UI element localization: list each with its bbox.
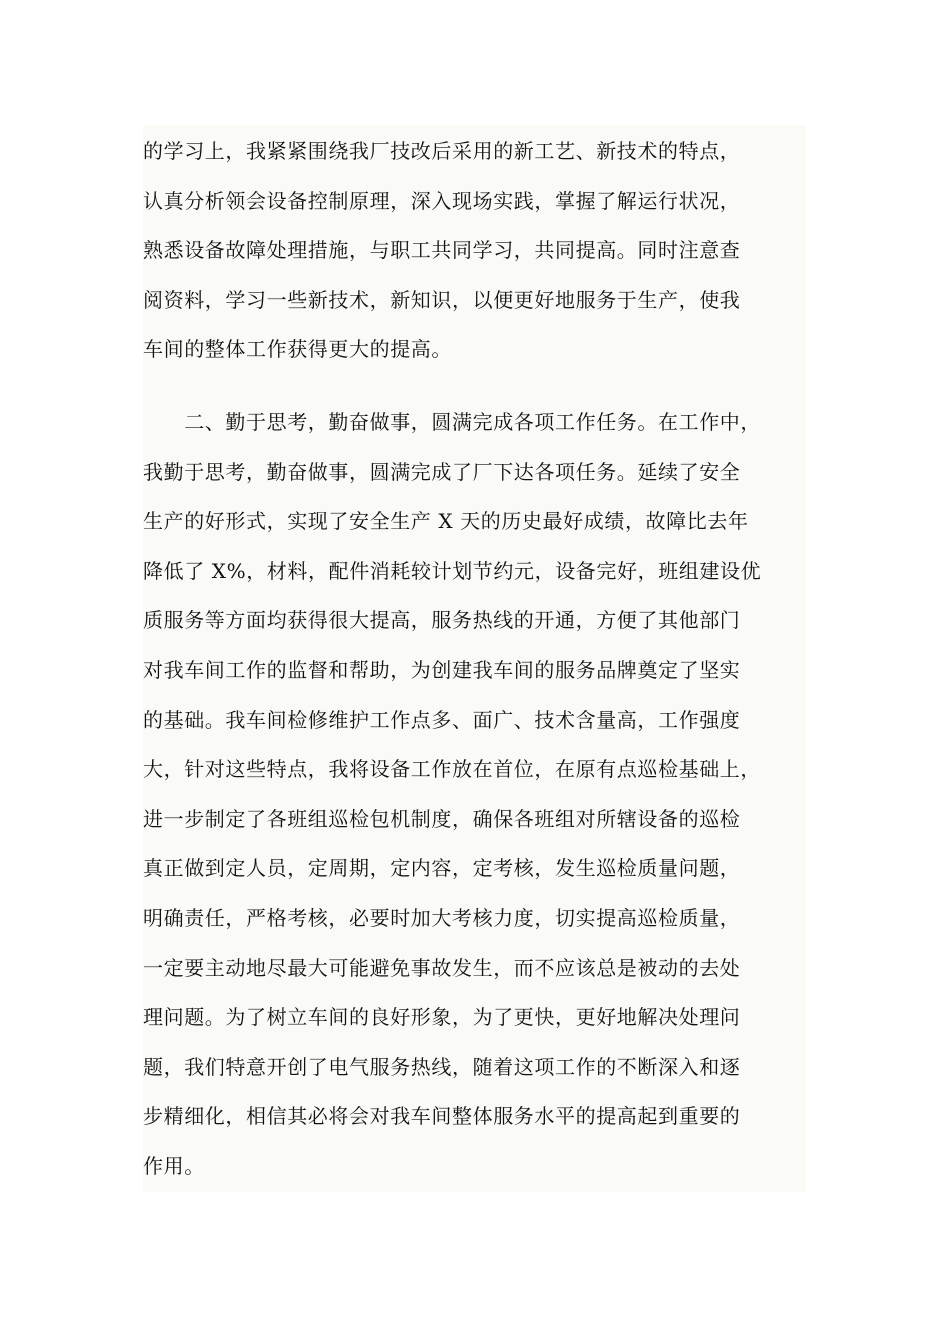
paragraph-line: 大，针对这些特点，我将设备工作放在首位，在原有点巡检基础上，: [143, 757, 761, 782]
paragraph-2: [143, 398, 761, 1192]
paragraph-line: 对我车间工作的监督和帮助，为创建我车间的服务品牌奠定了坚实: [143, 657, 741, 682]
paragraph-line: 阅资料，学习一些新技术，新知识，以便更好地服务于生产，使我: [143, 287, 741, 312]
paragraph-line: 步精细化，相信其必将会对我车间整体服务水平的提高起到重要的: [143, 1104, 741, 1129]
paragraph-line: 认真分析领会设备控制原理，深入现场实践，掌握了解运行状况，: [143, 188, 741, 213]
paragraph-line: 车间的整体工作获得更大的提高。: [143, 337, 452, 362]
paragraph-line: 理问题。为了树立车间的良好形象，为了更快，更好地解决处理问: [143, 1005, 741, 1030]
paragraph-line: 明确责任，严格考核，必要时加大考核力度，切实提高巡检质量，: [143, 905, 741, 930]
paragraph-line: 质服务等方面均获得很大提高，服务热线的开通，方便了其他部门: [143, 608, 741, 633]
paragraph-line: 作用。: [143, 1153, 205, 1178]
paragraph-line: 一定要主动地尽最大可能避免事故发生，而不应该总是被动的去处: [143, 955, 741, 980]
paragraph-line: 生产的好形式，实现了安全生产 X 天的历史最好成绩，故障比去年: [143, 509, 749, 534]
paragraph-line: 的基础。我车间检修维护工作点多、面广、技术含量高，工作强度: [143, 707, 741, 732]
paragraph-line: 我勤于思考，勤奋做事，圆满完成了厂下达各项任务。延续了安全: [143, 459, 741, 484]
paragraph-1: [143, 127, 740, 375]
paragraph-line: 熟悉设备故障处理措施，与职工共同学习，共同提高。同时注意查: [143, 238, 741, 263]
paragraph-line: 的学习上，我紧紧围绕我厂技改后采用的新工艺、新技术的特点，: [143, 139, 741, 163]
paragraph-line: 进一步制定了各班组巡检包机制度，确保各班组对所辖设备的巡检: [143, 806, 741, 831]
paragraph-line: 二、勤于思考，勤奋做事，圆满完成各项工作任务。在工作中，: [143, 410, 761, 434]
paragraph-line: 真正做到定人员，定周期，定内容，定考核，发生巡检质量问题，: [143, 856, 741, 881]
document-text-panel: [143, 125, 806, 1192]
paragraph-line: 题，我们特意开创了电气服务热线，随着这项工作的不断深入和逐: [143, 1054, 741, 1079]
paragraph-line: 降低了 X%，材料，配件消耗较计划节约元，设备完好，班组建设优: [143, 558, 762, 583]
